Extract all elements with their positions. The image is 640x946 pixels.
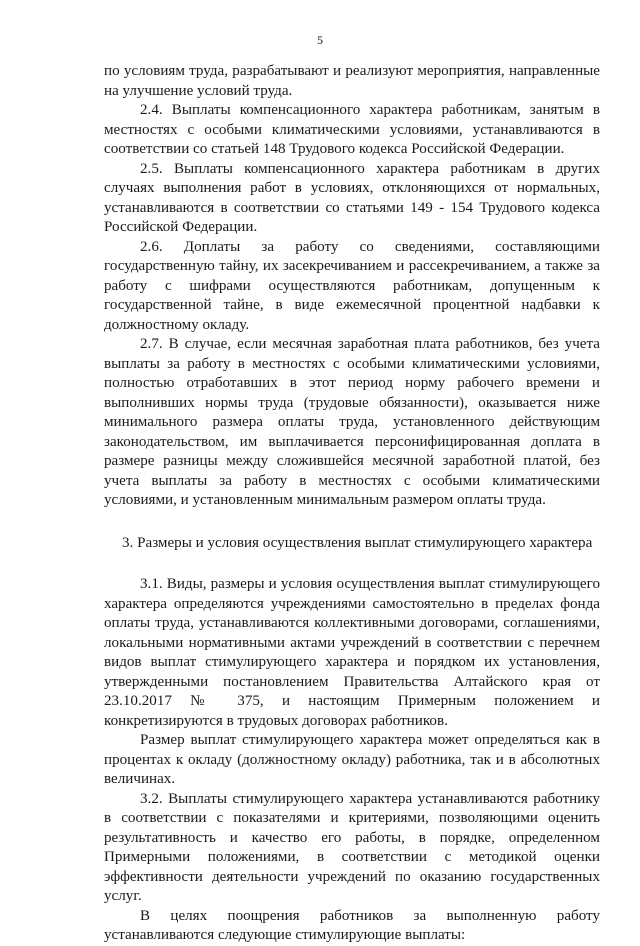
section-heading-3: 3. Размеры и условия осуществления выплат стимулирующего характера <box>122 534 593 551</box>
paragraph-2-7: 2.7. В случае, если месячная заработная плата работников, без учета выплаты за работу в местностях с особыми климатическими условиями, полностью отработавших в этот период норму рабочего времени и выполнивших нормы труда (трудовые обязанности), оказывается ниже минимального размера оплаты труда, установленного действующим законодательством, им выплачивается персонифицированная доплата в размере разницы между сложившейся месячной заработной платой, без учета выплаты за работу в местностях с особыми климатическими условиями, и установленным минимальным размером оплаты труда. <box>104 336 600 508</box>
paragraph-2-5: 2.5. Выплаты компенсационного характера работникам в других случаях выполнения работ в условиях, отклоняющихся от нормальных, устанавливаются в соответствии со статьями 149 - 154 Трудового кодекса Российской Федерации. <box>104 160 600 235</box>
document-body <box>104 62 600 946</box>
paragraph-payment-size: Размер выплат стимулирующего характера может определяться как в процентах к окладу (должностному окладу) работника, так и в абсолютных величинах. <box>104 732 600 787</box>
page-number: 5 <box>317 33 323 47</box>
paragraph-2-4: 2.4. Выплаты компенсационного характера работникам, занятым в местностях с особыми климатическими условиями, устанавливаются в соответствии со статьей 148 Трудового кодекса Российской Федерации. <box>104 102 600 157</box>
paragraph-incentive-intro: В целях поощрения работников за выполненную работу устанавливаются следующие стимулирующие выплаты: <box>104 907 600 943</box>
paragraph-3-2: 3.2. Выплаты стимулирующего характера устанавливаются работнику в соответствии с показателями и критериями, позволяющими оценить результативность и качество его работы, в порядке, определенном Примерными положениями, в соответствии с методикой оценки эффективности деятельности учреждений по оказанию государственных услуг. <box>104 790 600 904</box>
paragraph-continuation: по условиям труда, разрабатывают и реализуют мероприятия, направленные на улучшение условий труда. <box>104 63 600 99</box>
paragraph-3-1: 3.1. Виды, размеры и условия осуществления выплат стимулирующего характера определяются учреждениями самостоятельно в пределах фонда оплаты труда, устанавливаются коллективными договорами, соглашениями, локальными нормативными актами учреждений в соответствии с перечнем видов выплат стимулирующего характера и порядком их установления, утвержденными постановлением Правительства Алтайского края от 23.10.2017 № 375, и настоящим Примерным положением и конкретизируются в трудовых договорах работников. <box>104 576 600 729</box>
paragraph-2-6: 2.6. Доплаты за работу со сведениями, составляющими государственную тайну, их засекречиванием и рассекречиванием, а также за работу с шифрами осуществляются работникам, допущенным к государственной тайне, в виде ежемесячной процентной надбавки к должностному окладу. <box>104 238 600 333</box>
